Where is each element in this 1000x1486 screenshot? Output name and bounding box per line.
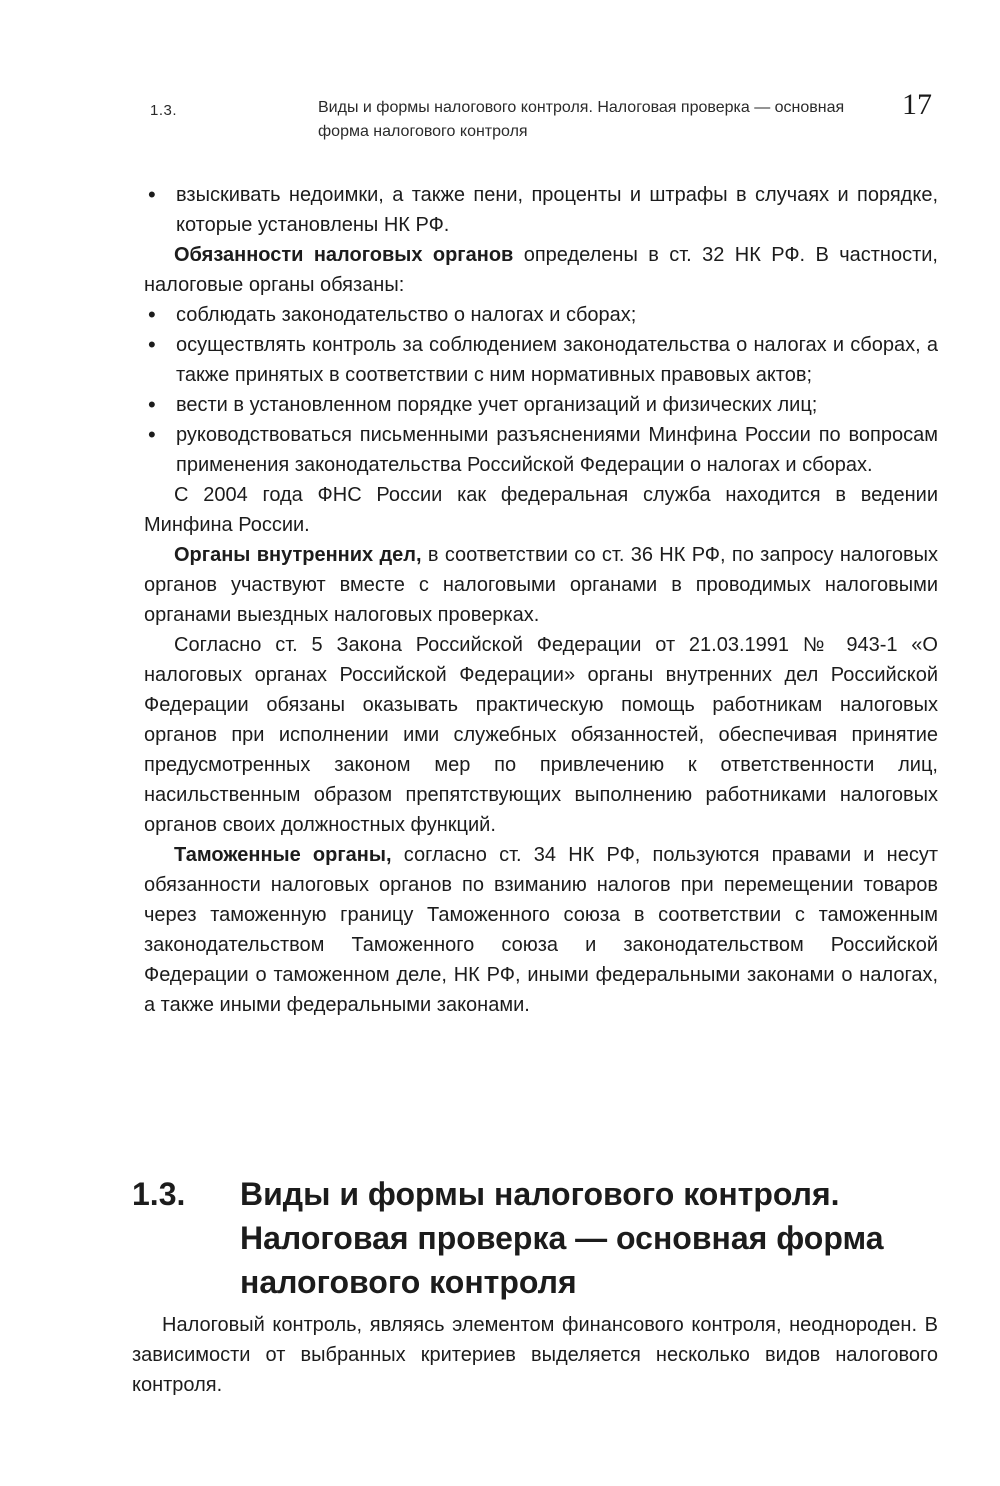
section-number: 1.3. — [132, 1176, 186, 1212]
paragraph-fns: С 2004 года ФНС России как федеральная служба находится в ведении Минфина России. — [144, 484, 938, 536]
section-intro — [132, 1310, 938, 1400]
paragraph-customs — [144, 840, 938, 1020]
bold-term: Обязанности налоговых органов — [174, 244, 514, 266]
list-item: • взыскивать недоимки, а также пени, проценты и штрафы в случаях и порядке, которые установлены НК РФ. — [144, 180, 938, 240]
paragraph-text: в соответствии со ст. 36 НК РФ, по запросу налоговых органов участвуют вместе с налоговыми органами в проводимых налоговыми органами выездных налоговых проверках. — [144, 544, 938, 626]
body-text — [144, 180, 938, 1020]
header-running-title: Виды и формы налогового контроля. Налоговая проверка — основная форма налогового контроля — [318, 99, 845, 140]
list-item: • руководствоваться письменными разъяснениями Минфина России по вопросам применения законодательства Российской Федерации о налогах и сборах. — [144, 420, 938, 480]
header-section-number: 1.3. — [150, 102, 178, 119]
list-item: • осуществлять контроль за соблюдением законодательства о налогах и сборах, а также принятых в соответствии с ним нормативных правовых актов; — [144, 330, 938, 390]
running-header — [150, 88, 940, 150]
bold-term: Органы внутренних дел, — [174, 544, 422, 566]
paragraph-internal-affairs — [144, 540, 938, 630]
paragraph-intro: Налоговый контроль, являясь элементом финансового контроля, неоднороден. В зависимости от выбранных критериев выделяется несколько видов налогового контроля. — [132, 1314, 938, 1396]
list-item: • соблюдать законодательство о налогах и сборах; — [144, 300, 938, 330]
bold-term: Таможенные органы, — [174, 844, 392, 866]
paragraph-text: согласно ст. 34 НК РФ, пользуются правами и несут обязанности налоговых органов по взиманию налогов при перемещении товаров через таможенную границу Таможенного союза в соответствии с таможенным законодательством Таможенного союза и законодательством Российской Федерации о таможенном деле, НК РФ, иными федеральными законами о налогах, а также иными федеральными законами. — [144, 844, 938, 1016]
paragraph-law-943: Согласно ст. 5 Закона Российской Федерации от 21.03.1991 № 943-1 «О налоговых органах Российской Федерации» органы внутренних дел Российской Федерации обязаны оказывать практическую помощь работникам налоговых органов при исполнении ими служебных обязанностей, обеспечивая принятие предусмотренных законом мер по привлечению к ответственности лиц, насильственным образом препятствующих выполнению работниками налоговых органов своих должностных функций. — [144, 634, 938, 836]
page-number: 17 — [902, 88, 932, 121]
list-item: • вести в установленном порядке учет организаций и физических лиц; — [144, 390, 938, 420]
paragraph-tax-authority-duties — [144, 240, 938, 300]
paragraph-text: определены в ст. 32 НК РФ. В частности, налоговые органы обязаны: — [144, 244, 938, 296]
section-title: Виды и формы налогового контроля. Налоговая проверка — основная форма налогового контроля — [240, 1176, 884, 1300]
